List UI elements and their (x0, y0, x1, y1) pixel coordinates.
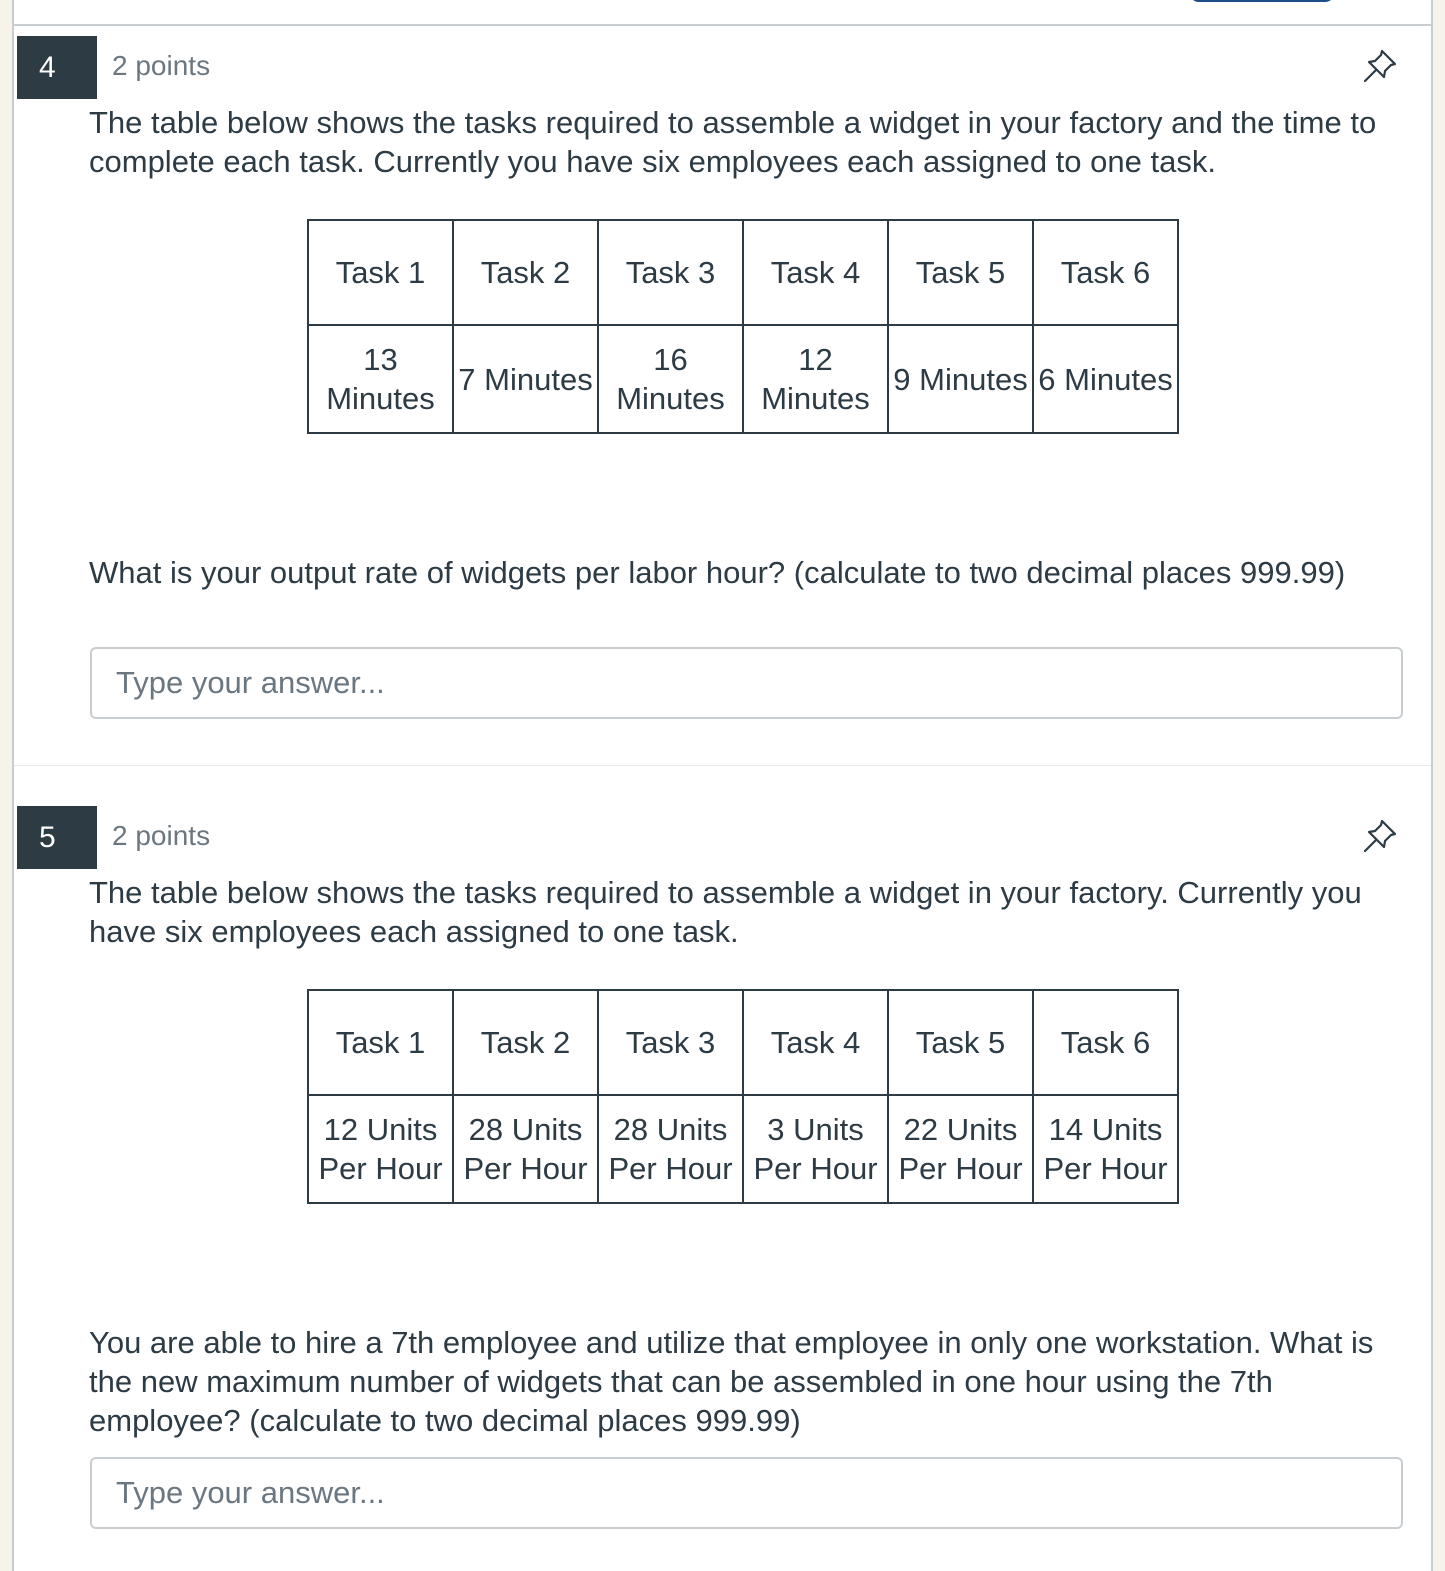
question-prompt: You are able to hire a 7th employee and utilize that employee in only one workstation. What is the new maximum number of widgets that can be assembled in one hour using the 7th employee? (calculate to two decimal places 999.99) (89, 1325, 1374, 1438)
task-table (307, 219, 1179, 434)
question-4 (14, 36, 1431, 766)
table-cell: 3 Units Per Hour (743, 1095, 888, 1203)
table-header-cell: Task 1 (308, 990, 453, 1095)
table-cell: 22 Units Per Hour (888, 1095, 1033, 1203)
table-header-cell: Task 6 (1033, 990, 1178, 1095)
table-header-cell: Task 5 (888, 220, 1033, 325)
table-row (308, 1095, 1178, 1203)
table-header-cell: Task 4 (743, 990, 888, 1095)
table-cell: 7 Minutes (453, 325, 598, 433)
table-header-cell: Task 6 (1033, 220, 1178, 325)
table-header-cell: Task 1 (308, 220, 453, 325)
task-table (307, 989, 1179, 1204)
previous-button-edge[interactable] (1189, 0, 1335, 2)
question-points: 2 points (112, 50, 211, 81)
table-header-cell: Task 2 (453, 990, 598, 1095)
table-header-cell: Task 2 (453, 220, 598, 325)
pin-icon[interactable] (1360, 816, 1400, 856)
question-5 (14, 806, 1431, 1571)
table-cell: 9 Minutes (888, 325, 1033, 433)
table-header-cell: Task 3 (598, 220, 743, 325)
table-cell: 16 Minutes (598, 325, 743, 433)
question-number-badge: 5 (17, 806, 97, 869)
table-row (308, 325, 1178, 433)
table-cell: 28 Units Per Hour (598, 1095, 743, 1203)
answer-input[interactable] (90, 1457, 1403, 1529)
question-prompt: What is your output rate of widgets per labor hour? (calculate to two decimal places 999.99) (89, 555, 1346, 590)
question-text: The table below shows the tasks required to assemble a widget in your factory and the time to complete each task. Currently you have six employees each assigned to one task. (89, 105, 1377, 179)
table-header-cell: Task 3 (598, 990, 743, 1095)
pin-icon[interactable] (1360, 46, 1400, 86)
previous-question-bottom (14, 0, 1431, 26)
question-divider (14, 765, 1431, 766)
table-header-cell: Task 5 (888, 990, 1033, 1095)
question-number-badge: 4 (17, 36, 97, 99)
table-cell: 12 Minutes (743, 325, 888, 433)
quiz-page (12, 0, 1433, 1571)
table-cell: 6 Minutes (1033, 325, 1178, 433)
table-cell: 12 Units Per Hour (308, 1095, 453, 1203)
question-points: 2 points (112, 820, 211, 851)
table-header-row (308, 990, 1178, 1095)
question-text: The table below shows the tasks required to assemble a widget in your factory. Currently you have six employees each assigned to one task. (89, 875, 1362, 949)
table-cell: 13 Minutes (308, 325, 453, 433)
table-header-cell: Task 4 (743, 220, 888, 325)
answer-input[interactable] (90, 647, 1403, 719)
table-cell: 14 Units Per Hour (1033, 1095, 1178, 1203)
table-cell: 28 Units Per Hour (453, 1095, 598, 1203)
table-header-row (308, 220, 1178, 325)
